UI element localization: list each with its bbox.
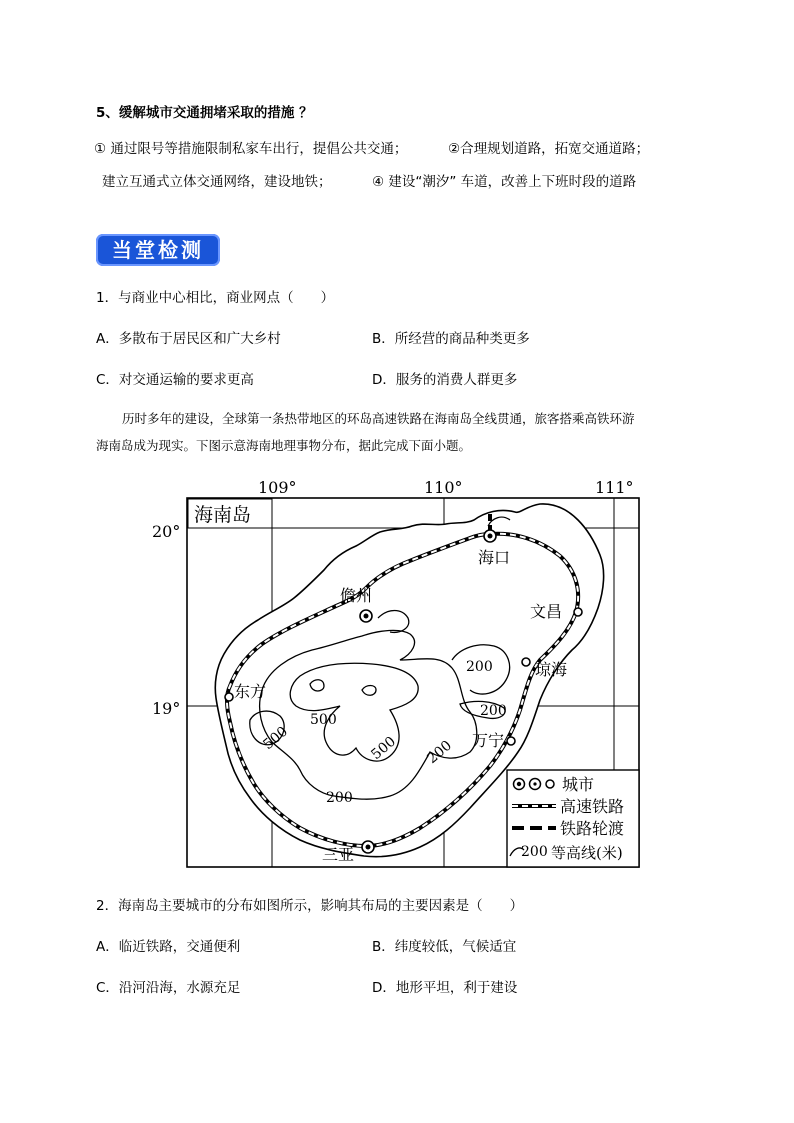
section-badge: 当堂检测 (96, 234, 220, 266)
lat-label-19: 19° (152, 699, 181, 718)
q2-option-b: B．纬度较低，气候适宜 (372, 939, 517, 955)
contour-label-500-a: 500 (310, 712, 337, 728)
q1-option-c: C．对交通运输的要求更高 (96, 372, 254, 388)
city-label-dongfang: 东方 (234, 682, 267, 701)
legend-city-icon (514, 779, 555, 790)
city-sanya-marker (362, 841, 374, 853)
q1-stem: 1．与商业中心相比，商业网点（ ） (96, 290, 335, 306)
contour-label-200-east: 200 (466, 659, 493, 675)
q1-option-b: B．所经营的商品种类更多 (372, 331, 530, 347)
contour-label-200-sw: 200 (424, 737, 456, 768)
contour-label-500-c: 500 (368, 733, 400, 764)
section5-heading: 5、缓解城市交通拥堵采取的措施 ？ (96, 105, 313, 121)
contour-label-200-south: 200 (326, 790, 353, 806)
legend-city-label: 城市 (562, 775, 595, 794)
q2-stem: 2．海南岛主要城市的分布如图所示，影响其布局的主要因素是（ ） (96, 898, 524, 914)
lon-label-111: 111° (595, 478, 634, 497)
city-label-wenchang: 文昌 (530, 602, 563, 621)
q2-option-a: A．临近铁路，交通便利 (96, 939, 241, 955)
city-label-danzhou: 儋州 (340, 586, 373, 605)
passage-line-1: 历时多年的建设，全球第一条热带地区的环岛高速铁路在海南岛全线贯通，旅客搭乘高铁环游 (122, 411, 635, 426)
city-label-qionghai: 琼海 (535, 660, 568, 679)
measure-4: ④ 建设“潮汐” 车道，改善上下班时段的道路 (372, 174, 637, 190)
city-wanning-marker (507, 737, 515, 745)
q1-option-a: A．多散布于居民区和广大乡村 (96, 331, 281, 347)
city-dongfang-marker (225, 693, 233, 701)
city-label-haikou: 海口 (478, 548, 511, 567)
city-qionghai-marker (522, 658, 530, 666)
map-title: 海南岛 (194, 504, 252, 526)
lat-label-20: 20° (152, 522, 181, 541)
legend-contour-label: 等高线(米) (551, 844, 623, 862)
contour-label-500-b: 500 (260, 723, 292, 754)
legend-contour-number: 200 (521, 844, 548, 860)
city-wenchang-marker (574, 608, 582, 616)
q2-option-c: C．沿河沿海，水源充足 (96, 980, 241, 996)
contour-label-200-se: 200 (480, 703, 507, 719)
q1-option-d: D．服务的消费人群更多 (372, 372, 518, 388)
legend-ferry-label: 铁路轮渡 (560, 819, 625, 838)
city-label-wanning: 万宁 (472, 731, 505, 750)
measure-3: 建立互通式立体交通网络，建设地铁； (102, 174, 332, 190)
measure-1: ① 通过限号等措施限制私家车出行，提倡公共交通； (94, 141, 408, 157)
measure-2: ②合理规划道路，拓宽交通道路； (448, 141, 650, 157)
city-haikou-marker (484, 530, 496, 542)
legend-hsr-label: 高速铁路 (560, 797, 625, 816)
passage-line-2: 海南岛成为现实。下图示意海南地理事物分布，据此完成下面小题。 (96, 438, 472, 453)
city-label-sanya: 三亚 (322, 845, 355, 864)
lon-label-110: 110° (424, 478, 463, 497)
city-danzhou-marker (360, 610, 372, 622)
q2-option-d: D．地形平坦，利于建设 (372, 980, 518, 996)
lon-label-109: 109° (258, 478, 297, 497)
